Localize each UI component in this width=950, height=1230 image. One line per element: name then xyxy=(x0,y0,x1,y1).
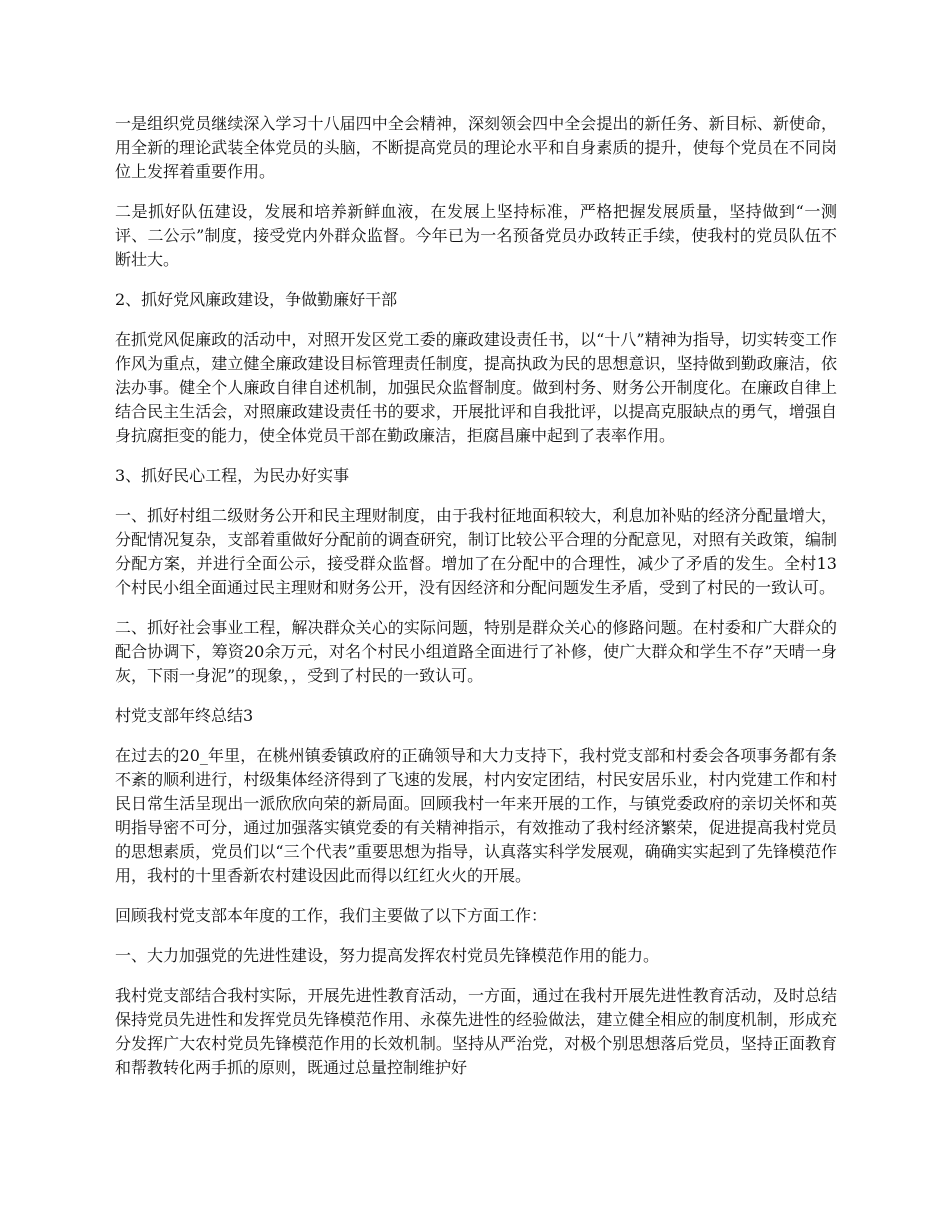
paragraph-5: 二、抓好社会事业工程，解决群众关心的实际问题，特别是群众关心的修路问题。在村委和广大群众的配合协调下，筹资20余万元，对名个村民小组道路全面进行了补修，使广大群众和学生不存”天晴一身灰，下雨一身泥”的现象，，受到了村民的一致认可。 xyxy=(115,618,837,685)
paragraph-9: 我村党支部结合我村实际，开展先进性教育活动，一方面，通过在我村开展先进性教育活动，及时总结保持党员先进性和发挥党员先锋模范作用、永葆先进性的经验做法，建立健全相应的制度机制，形成充分发挥广大农村党员先锋模范作用的长效机制。坚持从严治党，对极个别思想落后党员，坚持正面教育和帮教转化两手抓的原则，既通过总量控制维护好 xyxy=(115,986,837,1077)
paragraph-3: 在抓党风促廉政的活动中，对照开发区党工委的廉政建设责任书，以“十八”精神为指导，切实转变工作作风为重点，建立健全廉政建设目标管理责任制度，提高执政为民的思想意识，坚持做到勤政廉洁，依法办事。健全个人廉政自律自述机制，加强民众监督制度。做到村务、财务公开制度化。在廉政自律上结合民主生活会，对照廉政建设责任书的要求，开展批评和自我批评，以提高克服缺点的勇气，增强自身抗腐拒变的能力，使全体党员干部在勤政廉洁，拒腐昌廉中起到了表率作用。 xyxy=(115,330,837,445)
paragraph-4: 一、抓好村组二级财务公开和民主理财制度，由于我村征地面积较大，利息加补贴的经济分配量增大，分配情况复杂，支部着重做好分配前的调查研究，制订比较公平合理的分配意见，对照有关政策，编制分配方案，并进行全面公示，接受群众监督。增加了在分配中的合理性，减少了矛盾的发生。全村13个村民小组全面通过民主理财和财务公开，没有因经济和分配问题发生矛盾，受到了村民的一致认可。 xyxy=(115,506,837,597)
paragraph-8: 一、大力加强党的先进性建设，努力提高发挥农村党员先锋模范作用的能力。 xyxy=(115,946,660,965)
section-heading-2: 2、抓好党风廉政建设，争做勤廉好干部 xyxy=(115,290,398,309)
paragraph-1: 一是组织党员继续深入学习十八届四中全会精神，深刻领会四中全会提出的新任务、新目标、新使命，用全新的理论武装全体党员的头脑，不断提高党员的理论水平和自身素质的提升，使每个党员在不同岗位上发挥着重要作用。 xyxy=(115,114,837,181)
document-body xyxy=(115,112,837,1096)
paragraph-7: 回顾我村党支部本年度的工作，我们主要做了以下方面工作： xyxy=(115,906,548,925)
report-title: 村党支部年终总结3 xyxy=(115,706,254,725)
paragraph-2: 二是抓好队伍建设，发展和培养新鲜血液，在发展上坚持标准，严格把握发展质量，坚持做到“一测评、二公示”制度，接受党内外群众监督。今年已为一名预备党员办政转正手续，使我村的党员队伍不断壮大。 xyxy=(115,202,837,269)
paragraph-6: 在过去的20_年里，在桃州镇委镇政府的正确领导和大力支持下，我村党支部和村委会各项事务都有条不紊的顺利进行，村级集体经济得到了飞速的发展，村内安定团结，村民安居乐业，村内党建工作和村民日常生活呈现出一派欣欣向荣的新局面。回顾我村一年来开展的工作，与镇党委政府的亲切关怀和英明指导密不可分，通过加强落实镇党委的有关精神指示，有效推动了我村经济繁荣，促进提高我村党员的思想素质，党员们以“三个代表”重要思想为指导，认真落实科学发展观，确确实实起到了先锋模范作用，我村的十里香新农村建设因此而得以红红火火的开展。 xyxy=(115,746,837,885)
section-heading-3: 3、抓好民心工程，为民办好实事 xyxy=(115,466,350,485)
